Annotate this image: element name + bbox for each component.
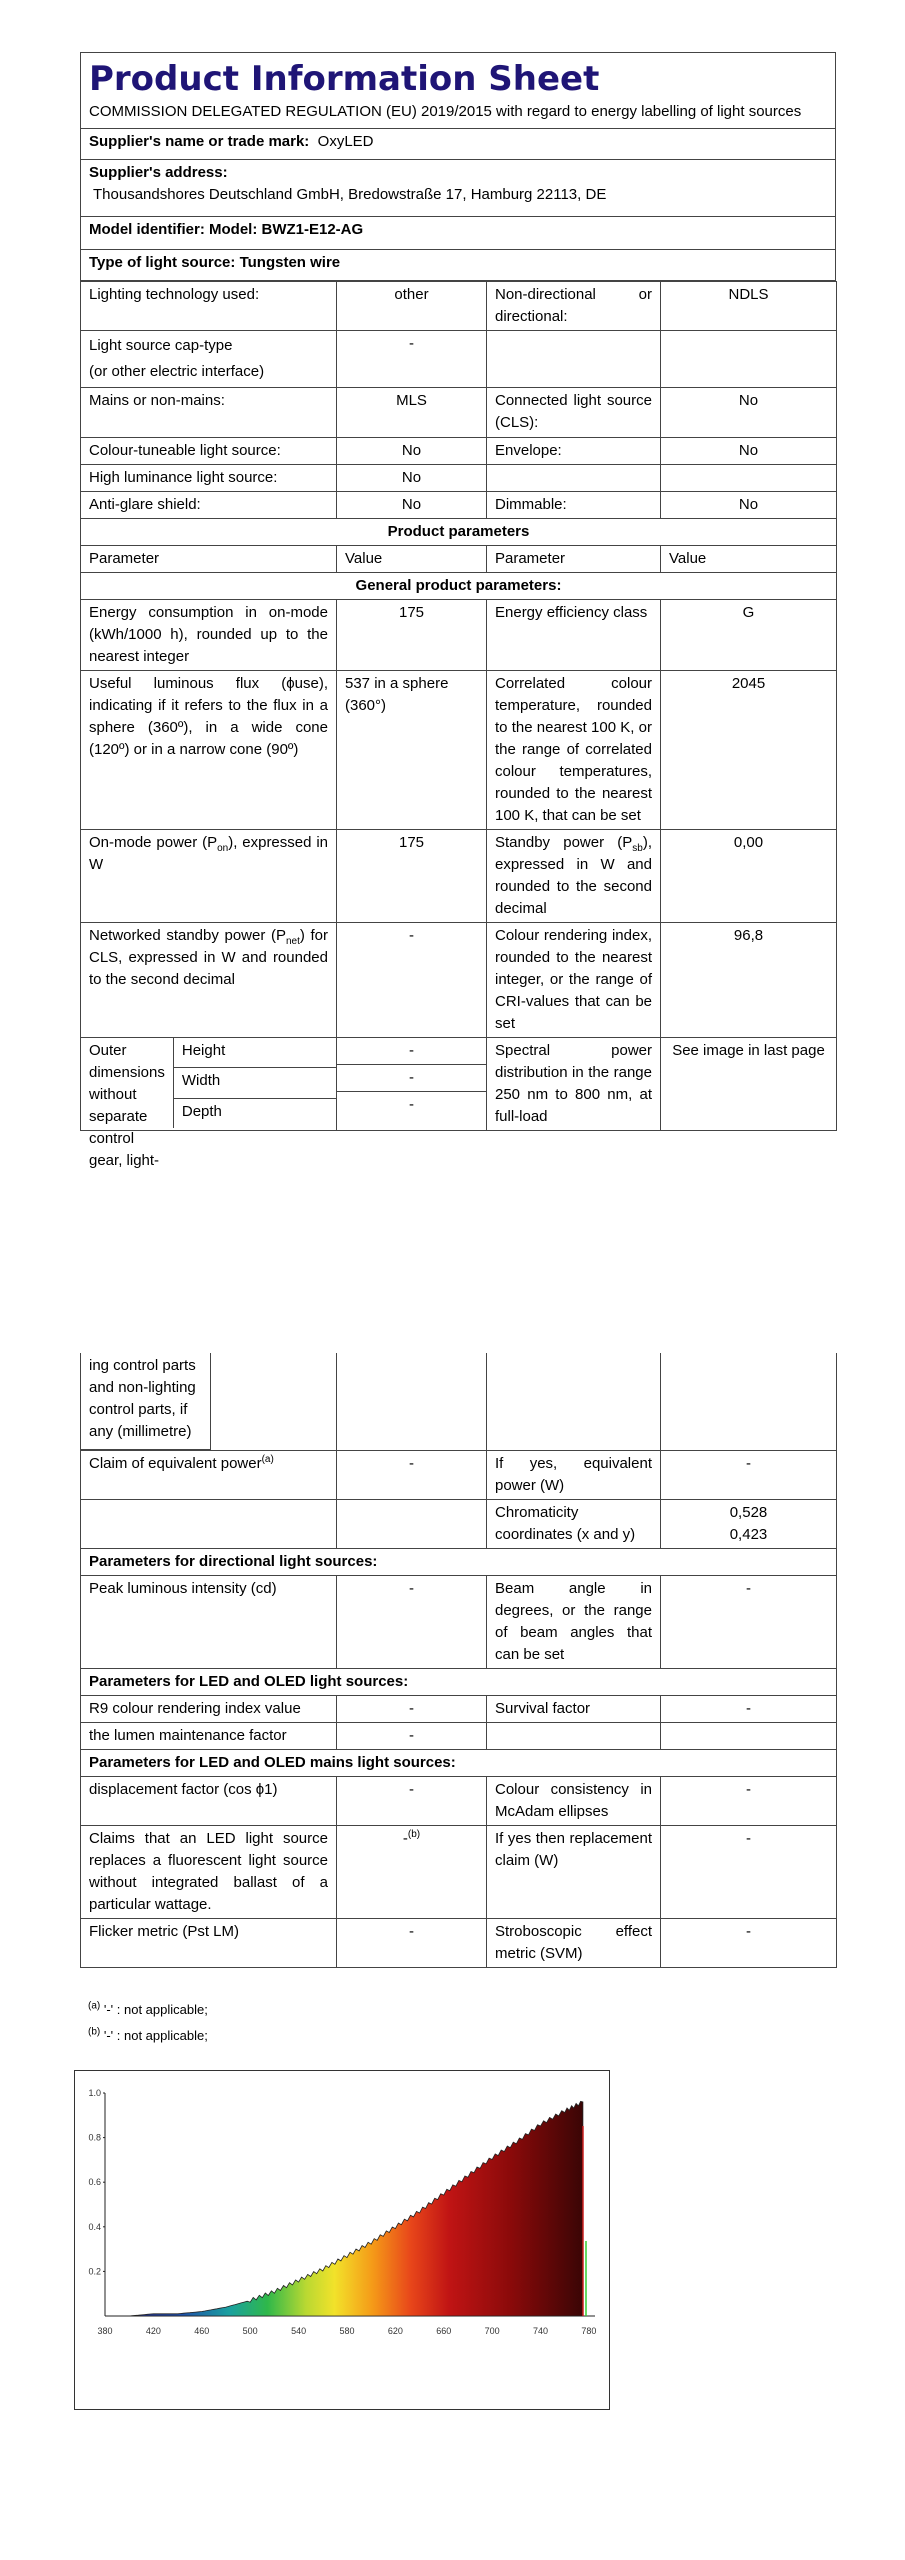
envelope-value: No [661, 438, 837, 465]
empty-cell [661, 331, 837, 388]
width-value: - [337, 1065, 486, 1092]
fluorescent-claim-value [337, 1826, 487, 1919]
empty-cell [487, 465, 661, 492]
replacement-claim-value: - [661, 1826, 837, 1919]
lumen-maintenance-value: - [337, 1723, 487, 1750]
x-tick-label: 500 [242, 2326, 258, 2336]
cap-type-label-line-1: Light source cap-type [89, 337, 233, 354]
y-tick-label: 1.0 [88, 2088, 101, 2098]
footnote-a [88, 2002, 208, 2017]
general-table [80, 281, 837, 1169]
displacement-factor-label: displacement factor (cos ϕ1) [81, 1777, 337, 1826]
equivalent-power-label: If yes, equivalent power (W) [487, 1451, 661, 1500]
on-mode-power-label [81, 830, 337, 923]
mains-label: Mains or non-mains: [81, 388, 337, 438]
networked-standby-label [81, 923, 337, 1038]
networked-standby-value: - [337, 923, 487, 1038]
mains-value: MLS [337, 388, 487, 438]
general-parameters-heading: General product parameters: [81, 573, 837, 600]
outer-dimensions-label-continued: ing control parts and non-lighting control parts, if any (millimetre) [81, 1353, 211, 1450]
footnote-a-text: '-' : not applicable; [103, 2002, 208, 2017]
x-tick-label: 660 [436, 2326, 452, 2336]
x-tick-label: 620 [387, 2326, 403, 2336]
survival-factor-value: - [661, 1696, 837, 1723]
cls-value: No [661, 388, 837, 438]
chromaticity-x: 0,528 [729, 1504, 768, 1521]
beam-angle-value: - [661, 1576, 837, 1669]
cct-label: Correlated colour temperature, rounded to the nearest 100 K, or the range of correlated colour temperatures, rounded to the nearest 100 K, that can be set [487, 671, 661, 830]
net-label-a: Networked standby power (P [89, 927, 286, 944]
x-tick-label: 740 [533, 2326, 549, 2336]
luminous-flux-value: 537 in a sphere (360°) [337, 671, 487, 830]
address-value: Thousandshores Deutschland GmbH, Bredowstraße 17, Hamburg 22113, DE [93, 186, 607, 203]
colour-tuneable-label: Colour-tuneable light source: [81, 438, 337, 465]
height-value: - [337, 1038, 486, 1065]
flicker-label: Flicker metric (Pst LM) [81, 1919, 337, 1968]
flicker-value: - [337, 1919, 487, 1968]
standby-label-a: Standby power (P [495, 834, 633, 851]
fluorescent-footnote-mark: (b) [407, 1829, 421, 1840]
net-label-b: ) for CLS, expressed in W and rounded to the second decimal [89, 927, 328, 988]
y-tick-label: 0.6 [88, 2177, 101, 2188]
y-tick-label: 0.8 [88, 2132, 101, 2143]
x-tick-label: 780 [581, 2326, 597, 2336]
supplier-value: OxyLED [317, 133, 374, 150]
cri-value: 96,8 [661, 923, 837, 1038]
empty-cell [337, 1500, 487, 1549]
width-label: Width [174, 1068, 336, 1098]
supplier-row [81, 129, 836, 160]
cap-type-value: - [337, 331, 487, 388]
spectral-chart [74, 2070, 610, 2410]
on-mode-label-a: On-mode power (P [89, 834, 218, 851]
equivalent-power-claim-label [81, 1451, 337, 1500]
empty-cell [661, 1723, 837, 1750]
x-tick-label: 700 [484, 2326, 500, 2336]
claim-label-text: Claim of equivalent power [89, 1455, 262, 1472]
info-sheet-part-1 [80, 52, 836, 1169]
empty-cell [661, 1353, 837, 1451]
standby-label-b: ), expressed in W and rounded to the second decimal [495, 834, 652, 917]
survival-factor-label: Survival factor [487, 1696, 661, 1723]
standby-power-label [487, 830, 661, 923]
address-label: Supplier's address: [89, 164, 228, 181]
empty-cell [487, 1723, 661, 1750]
fluorescent-claim-label: Claims that an LED light source replaces a fluorescent light source without integrated ballast of a particular wattage. [81, 1826, 337, 1919]
spd-value: See image in last page [661, 1038, 837, 1131]
stroboscopic-value: - [661, 1919, 837, 1968]
directional-value: NDLS [661, 282, 837, 331]
empty-cell [211, 1353, 336, 1450]
net-sub: net [285, 936, 300, 947]
efficiency-class-label: Energy efficiency class [487, 600, 661, 671]
cap-type-label-line-2: (or other electric interface) [89, 363, 265, 380]
stroboscopic-label: Stroboscopic effect metric (SVM) [487, 1919, 661, 1968]
equivalent-power-value: - [661, 1451, 837, 1500]
on-mode-power-value: 175 [337, 830, 487, 923]
footnote-a-mark: (a) [88, 2000, 101, 2012]
on-mode-label-b: ), expressed in W [89, 834, 328, 873]
anti-glare-label: Anti-glare shield: [81, 492, 337, 519]
y-tick-label: 0.4 [88, 2221, 101, 2232]
col-header-parameter: Parameter [81, 546, 337, 573]
chromaticity-y: 0,423 [729, 1526, 768, 1543]
empty-cell [487, 331, 661, 388]
cct-value: 2045 [661, 671, 837, 830]
spectral-chart-svg [75, 2071, 609, 2409]
r9-value: - [337, 1696, 487, 1723]
header-table [80, 52, 836, 281]
info-sheet-part-2 [80, 1353, 836, 1968]
colour-consistency-value: - [661, 1777, 837, 1826]
cls-label: Connected light source (CLS): [487, 388, 661, 438]
peak-intensity-value: - [337, 1576, 487, 1669]
page-title: Product Information Sheet [89, 59, 600, 99]
dimension-subtable [174, 1038, 336, 1128]
address-row [81, 160, 836, 217]
directional-label: Non-directional or directional: [487, 282, 661, 331]
empty-cell [487, 1353, 661, 1451]
high-luminance-label: High luminance light source: [81, 465, 337, 492]
anti-glare-value: No [337, 492, 487, 519]
supplier-label: Supplier's name or trade mark: [89, 133, 310, 150]
y-tick-label: 0.2 [88, 2266, 101, 2277]
dimension-values-table [337, 1038, 486, 1118]
col-header-parameter: Parameter [487, 546, 661, 573]
spectrum-area [105, 2101, 583, 2316]
title-cell [81, 53, 836, 129]
colour-tuneable-value: No [337, 438, 487, 465]
on-mode-sub: on [217, 843, 229, 854]
x-tick-label: 460 [194, 2326, 210, 2336]
claim-footnote-mark: (a) [261, 1454, 274, 1465]
led-heading: Parameters for LED and OLED light sources: [81, 1669, 837, 1696]
regulation-text: COMMISSION DELEGATED REGULATION (EU) 2019/2015 with regard to energy labelling of light sources [89, 103, 802, 120]
equivalent-power-claim-value: - [337, 1451, 487, 1500]
displacement-factor-value: - [337, 1777, 487, 1826]
lighting-tech-label: Lighting technology used: [81, 282, 337, 331]
lighting-tech-value: other [337, 282, 487, 331]
beam-angle-label: Beam angle in degrees, or the range of beam angles that can be set [487, 1576, 661, 1669]
footnote-b-text: '-' : not applicable; [103, 2028, 208, 2043]
fluorescent-value-text: - [402, 1830, 408, 1847]
replacement-claim-label: If yes then replacement claim (W) [487, 1826, 661, 1919]
x-tick-label: 380 [97, 2326, 113, 2336]
chromaticity-label: Chromaticity coordinates (x and y) [487, 1500, 661, 1549]
model-row: Model identifier: Model: BWZ1-E12-AG [81, 217, 836, 250]
footnote-b-mark: (b) [88, 2026, 101, 2038]
product-parameters-heading: Product parameters [81, 519, 837, 546]
colour-consistency-label: Colour consistency in McAdam ellipses [487, 1777, 661, 1826]
dimmable-label: Dimmable: [487, 492, 661, 519]
high-luminance-value: No [337, 465, 487, 492]
x-tick-label: 420 [145, 2326, 161, 2336]
outer-dimensions-cell [81, 1038, 337, 1169]
luminous-flux-label: Useful luminous flux (ϕuse), indicating if it refers to the flux in a sphere (360º), in a wide cone (120º) or in a narrow cone (90º) [81, 671, 337, 830]
outer-dimensions-label: Outer dimensions without separate control gear, light- [81, 1038, 174, 1128]
depth-label: Depth [181, 1102, 222, 1120]
footnote-b [88, 2028, 208, 2043]
cap-type-label [81, 331, 337, 388]
height-label: Height [174, 1038, 336, 1068]
led-mains-heading: Parameters for LED and OLED mains light sources: [81, 1750, 837, 1777]
empty-cell [81, 1500, 337, 1549]
lumen-maintenance-label: the lumen maintenance factor [81, 1723, 337, 1750]
depth-value: - [409, 1096, 414, 1113]
peak-intensity-label: Peak luminous intensity (cd) [81, 1576, 337, 1669]
dimmable-value: No [661, 492, 837, 519]
col-header-value: Value [337, 546, 487, 573]
spd-label: Spectral power distribution in the range 250 nm to 800 nm, at full-load [487, 1038, 661, 1131]
params-table-continued [80, 1353, 837, 1968]
envelope-label: Envelope: [487, 438, 661, 465]
empty-cell [661, 465, 837, 492]
empty-cell [337, 1353, 487, 1451]
x-tick-label: 580 [339, 2326, 355, 2336]
light-type-row: Type of light source: Tungsten wire [81, 250, 836, 281]
dimension-values [337, 1038, 487, 1131]
x-tick-label: 540 [291, 2326, 307, 2336]
outer-dimensions-continued [81, 1353, 337, 1451]
chromaticity-value [661, 1500, 837, 1549]
directional-heading: Parameters for directional light sources: [81, 1549, 837, 1576]
energy-consumption-label: Energy consumption in on-mode (kWh/1000 h), rounded up to the nearest integer [81, 600, 337, 671]
col-header-value: Value [661, 546, 837, 573]
energy-consumption-value: 175 [337, 600, 487, 671]
efficiency-class-value: G [661, 600, 837, 671]
cri-label: Colour rendering index, rounded to the nearest integer, or the range of CRI-values that can be set [487, 923, 661, 1038]
standby-power-value: 0,00 [661, 830, 837, 923]
standby-sub: sb [632, 843, 643, 854]
r9-label: R9 colour rendering index value [81, 1696, 337, 1723]
